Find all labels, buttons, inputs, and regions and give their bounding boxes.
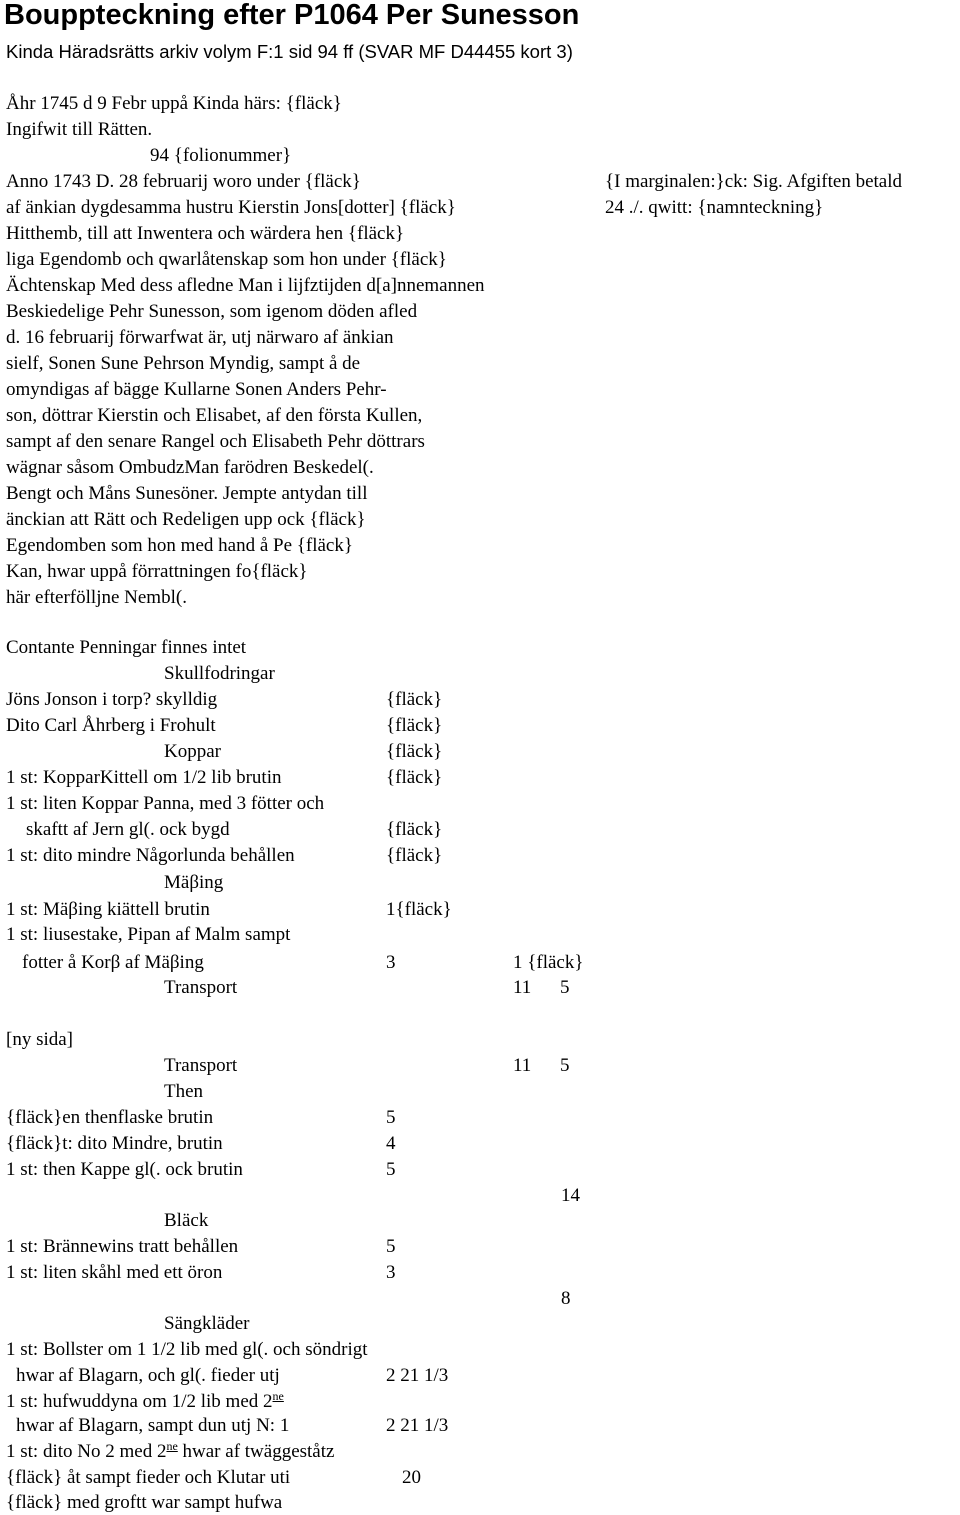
item-value: 5 bbox=[386, 1159, 396, 1180]
item-value: 2 21 1/3 bbox=[386, 1365, 449, 1386]
contante-line: Contante Penningar finnes intet bbox=[6, 637, 247, 658]
intro-line: sielf, Sonen Sune Pehrson Myndig, sampt å de bbox=[6, 353, 361, 374]
item-value: {fläck} bbox=[386, 819, 443, 840]
section-heading: Then bbox=[164, 1081, 204, 1102]
item-text: 1 st: KopparKittell om 1/2 lib brutin bbox=[6, 767, 282, 788]
item-value: 5 bbox=[386, 1107, 396, 1128]
item-text: 1 st: Bollster om 1 1/2 lib med gl(. och söndrigt bbox=[6, 1339, 368, 1360]
intro-line: Egendomben som hon med hand å Pe {fläck} bbox=[6, 535, 353, 556]
item-text: skaftt af Jern gl(. ock bygd bbox=[26, 819, 230, 840]
item-value: 3 bbox=[386, 952, 396, 973]
item-text: {fläck}en thenflaske brutin bbox=[6, 1107, 214, 1128]
item-text: Dito Carl Åhrberg i Frohult bbox=[6, 715, 216, 736]
item-value: 11 bbox=[513, 977, 532, 998]
intro-line: Kan, hwar uppå förrattningen fo{fläck} bbox=[6, 561, 308, 582]
intro-line: Åhr 1745 d 9 Febr uppå Kinda härs: {fläck} bbox=[6, 93, 342, 114]
superscript: ne bbox=[166, 1439, 178, 1453]
item-text: hwar af Blagarn, och gl(. fieder utj bbox=[16, 1365, 280, 1386]
margin-note: {I marginalen:}ck: Sig. Afgiften betald bbox=[605, 171, 903, 192]
intro-line: omyndigas af bägge Kullarne Sonen Anders Pehr- bbox=[6, 379, 387, 400]
item-text: 1 st: then Kappe gl(. ock brutin bbox=[6, 1159, 243, 1180]
subtotal: 14 bbox=[561, 1185, 580, 1206]
item-value: 1 {fläck} bbox=[513, 952, 584, 973]
intro-line: af änkian dygdesamma hustru Kierstin Jons[dotter] {fläck} bbox=[6, 197, 456, 218]
item-value: 4 bbox=[386, 1133, 396, 1154]
superscript: ne bbox=[272, 1389, 284, 1403]
intro-line: Ächtenskap Med dess afledne Man i lijfztijden d[a]nnemannen bbox=[6, 275, 485, 296]
item-value: {fläck} bbox=[386, 689, 443, 710]
item-text: 1 st: Mäβing kiättell brutin bbox=[6, 899, 210, 920]
page-title: Bouppteckning efter P1064 Per Sunesson bbox=[4, 0, 580, 31]
intro-line: Beskiedelige Pehr Sunesson, som igenom döden afled bbox=[6, 301, 418, 322]
item-text: {fläck}t: dito Mindre, brutin bbox=[6, 1133, 223, 1154]
item-text: fotter å Korβ af Mäβing bbox=[22, 952, 204, 973]
intro-line: Ingifwit till Rätten. bbox=[6, 119, 153, 140]
intro-line: Hitthemb, till att Inwentera och wärdera hen {fläck} bbox=[6, 223, 405, 244]
item-text-rest: hwar af twäggeståtz bbox=[177, 1441, 335, 1462]
intro-line: änckian att Rätt och Redeligen upp ock {fläck} bbox=[6, 509, 366, 530]
folio-number: 94 {folionummer} bbox=[150, 145, 292, 166]
section-heading: Sängkläder bbox=[164, 1313, 250, 1334]
item-text bbox=[6, 1440, 334, 1464]
intro-line: liga Egendomb och qwarlåtenskap som hon under {fläck} bbox=[6, 249, 447, 270]
item-value: 2 21 1/3 bbox=[386, 1415, 449, 1436]
item-text-main: 1 st: dito No 2 med 2 bbox=[6, 1441, 167, 1462]
item-value: 5 bbox=[560, 1055, 570, 1076]
item-value: 5 bbox=[386, 1236, 396, 1257]
transport-label: Transport bbox=[164, 977, 238, 998]
intro-line: wägnar såsom OmbudzMan farödren Beskedel(. bbox=[6, 457, 374, 478]
item-text: 1 st: liten Koppar Panna, med 3 fötter och bbox=[6, 793, 325, 814]
page-break-note: [ny sida] bbox=[6, 1029, 74, 1050]
item-text: Jöns Jonson i torp? skylldig bbox=[6, 689, 218, 710]
intro-line: sampt af den senare Rangel och Elisabeth Pehr döttrars bbox=[6, 431, 425, 452]
item-text: 1 st: Brännewins tratt behållen bbox=[6, 1236, 239, 1257]
transport-label: Transport bbox=[164, 1055, 238, 1076]
item-text-main: 1 st: hufwuddyna om 1/2 lib med 2 bbox=[6, 1391, 273, 1412]
section-heading: Koppar bbox=[164, 741, 221, 762]
margin-note: 24 ./. qwitt: {namnteckning} bbox=[605, 197, 824, 218]
item-value: {fläck} bbox=[386, 845, 443, 866]
intro-line: Bengt och Måns Sunesöner. Jempte antydan till bbox=[6, 483, 368, 504]
item-value: {fläck} bbox=[386, 767, 443, 788]
item-text: 1 st: liusestake, Pipan af Malm sampt bbox=[6, 924, 291, 945]
item-value: 20 bbox=[402, 1467, 421, 1488]
item-value: {fläck} bbox=[386, 715, 443, 736]
section-heading: Bläck bbox=[164, 1210, 209, 1231]
source-reference: Kinda Häradsrätts arkiv volym F:1 sid 94 ff (SVAR MF D44455 kort 3) bbox=[6, 41, 573, 62]
item-value: 5 bbox=[560, 977, 570, 998]
intro-line: Anno 1743 D. 28 februarij woro under {fläck} bbox=[6, 171, 361, 192]
intro-line: här efterfölljne Nembl(. bbox=[6, 587, 187, 608]
item-value: 1{fläck} bbox=[386, 899, 452, 920]
item-value: 3 bbox=[386, 1262, 396, 1283]
item-value: {fläck} bbox=[386, 741, 443, 762]
subtotal: 8 bbox=[561, 1288, 571, 1309]
item-text bbox=[6, 1390, 284, 1414]
section-heading: Mäβing bbox=[164, 872, 224, 893]
intro-line: son, döttrar Kierstin och Elisabet, af den första Kullen, bbox=[6, 405, 423, 426]
item-value: 11 bbox=[513, 1055, 532, 1076]
item-text: {fläck} med groftt war sampt hufwa bbox=[6, 1492, 283, 1513]
section-heading: Skullfodringar bbox=[164, 663, 275, 684]
item-text: {fläck} åt sampt fieder och Klutar uti bbox=[6, 1467, 291, 1488]
item-text: hwar af Blagarn, sampt dun utj N: 1 bbox=[16, 1415, 290, 1436]
item-text: 1 st: liten skåhl med ett öron bbox=[6, 1262, 223, 1283]
intro-line: d. 16 februarij förwarfwat är, utj närwaro af änkian bbox=[6, 327, 394, 348]
item-text: 1 st: dito mindre Någorlunda behållen bbox=[6, 845, 295, 866]
